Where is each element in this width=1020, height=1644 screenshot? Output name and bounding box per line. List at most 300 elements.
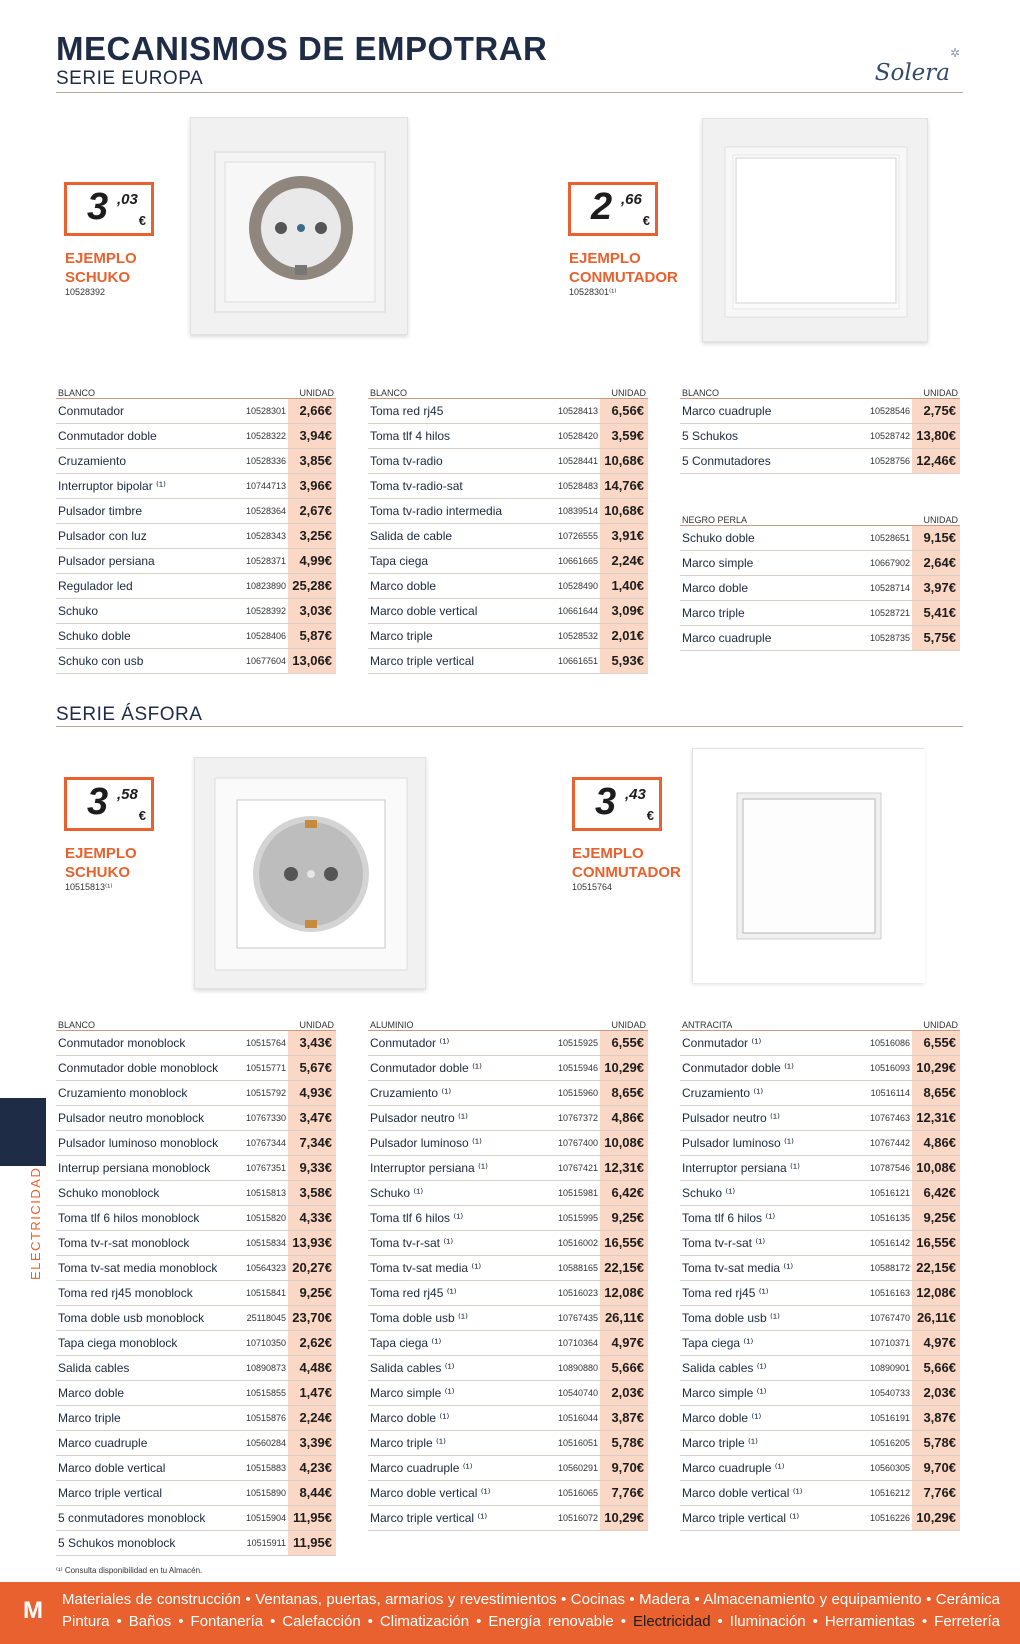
product-code: 10528490 bbox=[538, 573, 600, 598]
table-row bbox=[56, 1280, 336, 1305]
table-row bbox=[56, 548, 336, 573]
product-name: Cruzamiento ⁽¹⁾ bbox=[680, 1080, 850, 1105]
table-row bbox=[680, 1455, 960, 1480]
footer-category-bar bbox=[0, 1582, 1020, 1644]
product-code: 10516086 bbox=[850, 1030, 912, 1055]
product-price: 2,62€ bbox=[288, 1330, 336, 1355]
product-code: 10516044 bbox=[538, 1405, 600, 1430]
product-name: Marco doble vertical ⁽¹⁾ bbox=[368, 1480, 538, 1505]
product-code: 10767400 bbox=[538, 1130, 600, 1155]
product-name: Marco triple vertical ⁽¹⁾ bbox=[680, 1505, 850, 1530]
product-name: Pulsador con luz bbox=[56, 523, 226, 548]
table-row bbox=[368, 1305, 648, 1330]
product-code: 10767351 bbox=[232, 1155, 288, 1180]
product-price: 4,93€ bbox=[288, 1080, 336, 1105]
product-code: 10528364 bbox=[226, 498, 288, 523]
product-name: Salida cables bbox=[56, 1355, 232, 1380]
table-row bbox=[368, 648, 648, 673]
table-row bbox=[56, 1405, 336, 1430]
product-name: Conmutador doble ⁽¹⁾ bbox=[368, 1055, 538, 1080]
table-row bbox=[680, 1430, 960, 1455]
product-price: 6,56€ bbox=[600, 398, 648, 423]
product-code: 10516191 bbox=[850, 1405, 912, 1430]
table-row bbox=[368, 1505, 648, 1530]
product-code: 10528336 bbox=[226, 448, 288, 473]
product-code: 10515764 bbox=[232, 1030, 288, 1055]
table-row bbox=[368, 1080, 648, 1105]
product-price: 3,03€ bbox=[288, 598, 336, 623]
product-code: 10515855 bbox=[232, 1380, 288, 1405]
table-row bbox=[680, 1105, 960, 1130]
product-name: Toma tv-radio bbox=[368, 448, 538, 473]
product-code: 10767344 bbox=[232, 1130, 288, 1155]
example-label-schuko-asfora: EJEMPLO SCHUKO 10515813⁽¹⁾ bbox=[65, 845, 137, 892]
product-code: 10710350 bbox=[232, 1330, 288, 1355]
product-code: 10515911 bbox=[232, 1530, 288, 1555]
product-code: 10661644 bbox=[538, 598, 600, 623]
product-code: 10528546 bbox=[850, 398, 912, 423]
table-europa-blanco-2: BLANCO UNIDAD Toma red rj45 10528413 6,56€ Toma tlf 4 hilos 10528420 3,59€ Toma tv-radio 10528441 10,68€ Toma tv-radio-sat 10528483 14,76€ Toma tv-radio intermedia 10839514 10,68€ Salida de cable 10726555 3,91€ Tapa ciega 10661665 2,24€ Marco doble 10528490 1,40€ Marco doble vertical 10661644 3,09€ Marco triple 10528532 2,01€ Marco triple vertical 10661651 5,93€ bbox=[368, 384, 648, 674]
table-row bbox=[368, 423, 648, 448]
product-name: Cruzamiento ⁽¹⁾ bbox=[368, 1080, 538, 1105]
product-code: 10528742 bbox=[850, 423, 912, 448]
table-row bbox=[56, 1230, 336, 1255]
section-title-europa: SERIE EUROPA bbox=[56, 68, 204, 89]
product-name: Interrup persiana monoblock bbox=[56, 1155, 232, 1180]
product-name: Conmutador doble ⁽¹⁾ bbox=[680, 1055, 850, 1080]
table-row bbox=[56, 1355, 336, 1380]
product-price: 11,95€ bbox=[288, 1530, 336, 1555]
product-name: Cruzamiento bbox=[56, 448, 226, 473]
product-name: Marco simple bbox=[680, 550, 850, 575]
product-price: 12,46€ bbox=[912, 448, 960, 473]
table-asfora-aluminio: ALUMINIO UNIDAD Conmutador ⁽¹⁾ 10515925 6,55€ Conmutador doble ⁽¹⁾ 10515946 10,29€ Cruzamiento ⁽¹⁾ 10515960 8,65€ Pulsador neutro ⁽¹⁾ 10767372 4,86€ Pulsador luminoso ⁽¹⁾ 10767400 10,08€ Interruptor persiana ⁽¹⁾ 10767421 12,31€ Schuko ⁽¹⁾ 10515981 6,42€ Toma tlf 6 hilos ⁽¹⁾ 10515995 9,25€ Toma tv-r-sat ⁽¹⁾ 10516002 16,55€ Toma tv-sat media ⁽¹⁾ 10588165 22,15€ Toma red rj45 ⁽¹⁾ 10516023 12,08€ Toma doble usb ⁽¹⁾ 10767435 26,11€ Tapa ciega ⁽¹⁾ 10710364 4,97€ Salida cables ⁽¹⁾ 10890880 5,66€ Marco simple ⁽¹⁾ 10540740 2,03€ Marco doble ⁽¹⁾ 10516044 3,87€ Marco triple ⁽¹⁾ 10516051 5,78€ Marco cuadruple ⁽¹⁾ 10560291 9,70€ Marco doble vertical ⁽¹⁾ 10516065 7,76€ Marco triple vertical ⁽¹⁾ 10516072 10,29€ bbox=[368, 1016, 648, 1531]
product-name: Schuko bbox=[56, 598, 226, 623]
table-row bbox=[368, 1230, 648, 1255]
product-name: Pulsador timbre bbox=[56, 498, 226, 523]
product-price: 4,48€ bbox=[288, 1355, 336, 1380]
product-name: Marco doble bbox=[56, 1380, 232, 1405]
table-row bbox=[680, 1505, 960, 1530]
table-row bbox=[56, 1080, 336, 1105]
product-price: 10,29€ bbox=[600, 1055, 648, 1080]
product-code: 10661665 bbox=[538, 548, 600, 573]
footer-current-category[interactable]: Electricidad bbox=[633, 1613, 711, 1630]
product-code: 10839514 bbox=[538, 498, 600, 523]
product-code: 10516023 bbox=[538, 1280, 600, 1305]
product-code: 10787546 bbox=[850, 1155, 912, 1180]
product-code: 10516226 bbox=[850, 1505, 912, 1530]
schuko-socket-icon bbox=[191, 118, 409, 336]
table-row bbox=[56, 1380, 336, 1405]
product-price: 12,31€ bbox=[600, 1155, 648, 1180]
product-code: 25118045 bbox=[232, 1305, 288, 1330]
product-code: 10516114 bbox=[850, 1080, 912, 1105]
product-price: 5,78€ bbox=[600, 1430, 648, 1455]
product-name: Toma tv-sat media ⁽¹⁾ bbox=[368, 1255, 538, 1280]
product-name: Schuko doble bbox=[680, 525, 850, 550]
product-code: 10661651 bbox=[538, 648, 600, 673]
product-price: 2,03€ bbox=[912, 1380, 960, 1405]
table-row bbox=[56, 1505, 336, 1530]
product-code: 10528714 bbox=[850, 575, 912, 600]
product-price: 26,11€ bbox=[912, 1305, 960, 1330]
switch-icon bbox=[693, 749, 925, 983]
product-name: Pulsador persiana bbox=[56, 548, 226, 573]
product-price: 14,76€ bbox=[600, 473, 648, 498]
section-title-asfora: SERIE ÁSFORA bbox=[56, 704, 203, 725]
example-label-conmutador-asfora: EJEMPLO CONMUTADOR 10515764 bbox=[572, 845, 681, 892]
product-code: 10890873 bbox=[232, 1355, 288, 1380]
switch-icon bbox=[703, 119, 929, 343]
product-name: Tapa ciega ⁽¹⁾ bbox=[680, 1330, 850, 1355]
table-row bbox=[368, 1280, 648, 1305]
product-name: Marco simple ⁽¹⁾ bbox=[680, 1380, 850, 1405]
product-code: 10528420 bbox=[538, 423, 600, 448]
product-code: 10528721 bbox=[850, 600, 912, 625]
product-price: 4,99€ bbox=[288, 548, 336, 573]
price-tag-schuko-europa: 3 ,03 € bbox=[64, 182, 154, 236]
product-name: Salida cables ⁽¹⁾ bbox=[368, 1355, 538, 1380]
product-name: Toma tv-r-sat ⁽¹⁾ bbox=[368, 1230, 538, 1255]
product-code: 10516205 bbox=[850, 1430, 912, 1455]
product-code: 10515820 bbox=[232, 1205, 288, 1230]
product-code: 10528322 bbox=[226, 423, 288, 448]
table-row bbox=[680, 398, 960, 423]
product-price: 20,27€ bbox=[288, 1255, 336, 1280]
table-row bbox=[368, 1180, 648, 1205]
brand-star-icon: ✲ bbox=[949, 46, 960, 60]
product-name: Toma tv-sat media ⁽¹⁾ bbox=[680, 1255, 850, 1280]
product-price: 4,97€ bbox=[912, 1330, 960, 1355]
product-name: Marco simple ⁽¹⁾ bbox=[368, 1380, 538, 1405]
product-name: Marco doble vertical bbox=[56, 1455, 232, 1480]
table-row bbox=[368, 1255, 648, 1280]
product-code: 10560305 bbox=[850, 1455, 912, 1480]
product-price: 2,24€ bbox=[600, 548, 648, 573]
table-row bbox=[680, 525, 960, 550]
product-code: 10667902 bbox=[850, 550, 912, 575]
product-code: 10516142 bbox=[850, 1230, 912, 1255]
product-name: Pulsador neutro ⁽¹⁾ bbox=[368, 1105, 538, 1130]
product-name: 5 Schukos monoblock bbox=[56, 1530, 232, 1555]
price-tag-schuko-asfora: 3 ,58 € bbox=[64, 777, 154, 831]
table-row bbox=[368, 448, 648, 473]
table-row bbox=[368, 523, 648, 548]
product-name: Marco doble vertical ⁽¹⁾ bbox=[680, 1480, 850, 1505]
product-code: 10560284 bbox=[232, 1430, 288, 1455]
table-row bbox=[368, 473, 648, 498]
table-row bbox=[368, 598, 648, 623]
product-name: Interruptor persiana ⁽¹⁾ bbox=[680, 1155, 850, 1180]
product-name: Salida cables ⁽¹⁾ bbox=[680, 1355, 850, 1380]
product-name: Marco doble ⁽¹⁾ bbox=[368, 1405, 538, 1430]
product-price: 10,29€ bbox=[912, 1055, 960, 1080]
product-code: 10677604 bbox=[226, 648, 288, 673]
product-code: 10588172 bbox=[850, 1255, 912, 1280]
product-name: Conmutador doble bbox=[56, 423, 226, 448]
table-row bbox=[680, 1155, 960, 1180]
product-name: Interruptor bipolar ⁽¹⁾ bbox=[56, 473, 226, 498]
table-row bbox=[680, 550, 960, 575]
table-row bbox=[680, 1055, 960, 1080]
product-code: 10528343 bbox=[226, 523, 288, 548]
product-code: 10516093 bbox=[850, 1055, 912, 1080]
product-name: Toma tv-r-sat monoblock bbox=[56, 1230, 232, 1255]
product-price: 16,55€ bbox=[912, 1230, 960, 1255]
table-row bbox=[56, 398, 336, 423]
product-name: Tapa ciega monoblock bbox=[56, 1330, 232, 1355]
price-tag-conmutador-asfora: 3 ,43 € bbox=[572, 777, 662, 831]
schuko-socket-icon bbox=[195, 758, 427, 990]
product-code: 10540733 bbox=[850, 1380, 912, 1405]
product-name: Pulsador neutro ⁽¹⁾ bbox=[680, 1105, 850, 1130]
product-name: Toma tlf 6 hilos ⁽¹⁾ bbox=[680, 1205, 850, 1230]
product-code: 10515925 bbox=[538, 1030, 600, 1055]
example-label-schuko-europa: EJEMPLO SCHUKO 10528392 bbox=[65, 250, 137, 297]
product-name: Conmutador doble monoblock bbox=[56, 1055, 232, 1080]
product-price: 3,47€ bbox=[288, 1105, 336, 1130]
product-name: Marco triple vertical bbox=[368, 648, 538, 673]
product-price: 8,65€ bbox=[912, 1080, 960, 1105]
table-row bbox=[680, 1205, 960, 1230]
product-price: 3,59€ bbox=[600, 423, 648, 448]
product-code: 10515813 bbox=[232, 1180, 288, 1205]
table-row bbox=[56, 1180, 336, 1205]
table-row bbox=[680, 1480, 960, 1505]
table-row bbox=[680, 575, 960, 600]
table-row bbox=[56, 1430, 336, 1455]
table-row bbox=[368, 1355, 648, 1380]
table-row bbox=[680, 1030, 960, 1055]
table-row bbox=[680, 448, 960, 473]
product-price: 9,25€ bbox=[288, 1280, 336, 1305]
product-code: 10515995 bbox=[538, 1205, 600, 1230]
product-price: 22,15€ bbox=[912, 1255, 960, 1280]
product-code: 10515960 bbox=[538, 1080, 600, 1105]
product-name: Marco doble ⁽¹⁾ bbox=[680, 1405, 850, 1430]
product-name: Marco triple ⁽¹⁾ bbox=[680, 1430, 850, 1455]
product-price: 3,43€ bbox=[288, 1030, 336, 1055]
table-row bbox=[680, 1355, 960, 1380]
table-row bbox=[368, 1205, 648, 1230]
product-price: 13,06€ bbox=[288, 648, 336, 673]
table-row bbox=[368, 498, 648, 523]
product-price: 1,47€ bbox=[288, 1380, 336, 1405]
table-asfora-blanco: BLANCO UNIDAD Conmutador monoblock 10515764 3,43€ Conmutador doble monoblock 10515771 5,67€ Cruzamiento monoblock 10515792 4,93€ Pulsador neutro monoblock 10767330 3,47€ Pulsador luminoso monoblock 10767344 7,34€ Interrup persiana monoblock 10767351 9,33€ Schuko monoblock 10515813 3,58€ Toma tlf 6 hilos monoblock 10515820 4,33€ Toma tv-r-sat monoblock 10515834 13,93€ Toma tv-sat media monoblock 10564323 20,27€ Toma red rj45 monoblock 10515841 9,25€ Toma doble usb monoblock 25118045 23,70€ Tapa ciega monoblock 10710350 2,62€ Salida cables 10890873 4,48€ Marco doble 10515855 1,47€ Marco triple 10515876 2,24€ Marco cuadruple 10560284 3,39€ Marco doble vertical 10515883 4,23€ Marco triple vertical 10515890 8,44€ 5 conmutadores monoblock 10515904 11,95€ 5 Schukos monoblock 10515911 11,95€ bbox=[56, 1016, 336, 1556]
table-row bbox=[368, 1405, 648, 1430]
page-title: MECANISMOS DE EMPOTRAR bbox=[56, 30, 548, 67]
product-name: Marco doble bbox=[680, 575, 850, 600]
table-europa-blanco-3: BLANCO UNIDAD Marco cuadruple 10528546 2,75€ 5 Schukos 10528742 13,80€ 5 Conmutadores 10528756 12,46€ bbox=[680, 384, 960, 474]
product-code: 10515876 bbox=[232, 1405, 288, 1430]
table-row bbox=[368, 1155, 648, 1180]
product-code: 10528371 bbox=[226, 548, 288, 573]
product-name: Toma tv-radio-sat bbox=[368, 473, 538, 498]
table-row bbox=[680, 1330, 960, 1355]
table-row bbox=[56, 648, 336, 673]
price-tag-conmutador-europa: 2 ,66 € bbox=[568, 182, 658, 236]
table-row bbox=[368, 548, 648, 573]
product-price: 7,34€ bbox=[288, 1130, 336, 1155]
product-price: 9,33€ bbox=[288, 1155, 336, 1180]
product-price: 4,86€ bbox=[912, 1130, 960, 1155]
table-row bbox=[56, 498, 336, 523]
product-name: Marco doble vertical bbox=[368, 598, 538, 623]
product-price: 4,23€ bbox=[288, 1455, 336, 1480]
product-name: 5 Schukos bbox=[680, 423, 850, 448]
product-price: 7,76€ bbox=[600, 1480, 648, 1505]
product-price: 3,85€ bbox=[288, 448, 336, 473]
table-row bbox=[368, 623, 648, 648]
brand-logo: Solera bbox=[874, 60, 950, 86]
product-price: 3,25€ bbox=[288, 523, 336, 548]
product-price: 2,24€ bbox=[288, 1405, 336, 1430]
product-price: 2,67€ bbox=[288, 498, 336, 523]
product-price: 10,29€ bbox=[912, 1505, 960, 1530]
footer-categories-line2[interactable]: Pintura • Baños • Fontanería • Calefacción • Climatización • Energía renovable • Electricidad • Iluminación • Herramientas • Ferretería bbox=[62, 1613, 1001, 1630]
product-name: Marco cuadruple ⁽¹⁾ bbox=[680, 1455, 850, 1480]
product-code: 10515771 bbox=[232, 1055, 288, 1080]
product-price: 4,33€ bbox=[288, 1205, 336, 1230]
product-code: 10516002 bbox=[538, 1230, 600, 1255]
table-row bbox=[680, 1280, 960, 1305]
product-code: 10890880 bbox=[538, 1355, 600, 1380]
product-price: 12,08€ bbox=[912, 1280, 960, 1305]
product-name: Marco triple bbox=[368, 623, 538, 648]
product-price: 8,44€ bbox=[288, 1480, 336, 1505]
product-price: 8,65€ bbox=[600, 1080, 648, 1105]
product-code: 10528756 bbox=[850, 448, 912, 473]
table-row bbox=[368, 1130, 648, 1155]
example-label-conmutador-europa: EJEMPLO CONMUTADOR 10528301⁽¹⁾ bbox=[569, 250, 678, 297]
product-code: 10515890 bbox=[232, 1480, 288, 1505]
product-name: Toma red rj45 ⁽¹⁾ bbox=[368, 1280, 538, 1305]
product-name: Toma tv-sat media monoblock bbox=[56, 1255, 232, 1280]
product-code: 10515946 bbox=[538, 1055, 600, 1080]
product-price: 3,09€ bbox=[600, 598, 648, 623]
table-row bbox=[56, 473, 336, 498]
product-code: 10767470 bbox=[850, 1305, 912, 1330]
product-code: 10515883 bbox=[232, 1455, 288, 1480]
table-row bbox=[368, 573, 648, 598]
product-code: 10515841 bbox=[232, 1280, 288, 1305]
table-row bbox=[56, 1105, 336, 1130]
product-code: 10710371 bbox=[850, 1330, 912, 1355]
product-price: 5,66€ bbox=[912, 1355, 960, 1380]
table-row bbox=[56, 573, 336, 598]
product-price: 25,28€ bbox=[288, 573, 336, 598]
table-row bbox=[56, 523, 336, 548]
table-row bbox=[368, 1455, 648, 1480]
table-row bbox=[368, 1380, 648, 1405]
product-price: 13,80€ bbox=[912, 423, 960, 448]
product-name: Marco doble bbox=[368, 573, 538, 598]
product-name: Pulsador luminoso ⁽¹⁾ bbox=[680, 1130, 850, 1155]
product-name: Salida de cable bbox=[368, 523, 538, 548]
product-name: Regulador led bbox=[56, 573, 226, 598]
product-price: 9,15€ bbox=[912, 525, 960, 550]
product-price: 3,91€ bbox=[600, 523, 648, 548]
product-name: Marco cuadruple bbox=[680, 625, 850, 650]
table-row bbox=[56, 1305, 336, 1330]
product-price: 9,70€ bbox=[912, 1455, 960, 1480]
table-row bbox=[368, 1055, 648, 1080]
product-code: 10767435 bbox=[538, 1305, 600, 1330]
product-code: 10528483 bbox=[538, 473, 600, 498]
product-name: Toma doble usb monoblock bbox=[56, 1305, 232, 1330]
product-price: 9,70€ bbox=[600, 1455, 648, 1480]
store-logo: M bbox=[23, 1597, 43, 1624]
product-code: 10528406 bbox=[226, 623, 288, 648]
product-code: 10516212 bbox=[850, 1480, 912, 1505]
section-divider bbox=[56, 92, 963, 93]
product-price: 2,01€ bbox=[600, 623, 648, 648]
product-name: Marco cuadruple bbox=[56, 1430, 232, 1455]
table-row bbox=[680, 1230, 960, 1255]
product-price: 6,42€ bbox=[912, 1180, 960, 1205]
product-price: 5,78€ bbox=[912, 1430, 960, 1455]
product-price: 12,08€ bbox=[600, 1280, 648, 1305]
product-name: Schuko con usb bbox=[56, 648, 226, 673]
product-name: 5 Conmutadores bbox=[680, 448, 850, 473]
product-code: 10890901 bbox=[850, 1355, 912, 1380]
product-price: 5,87€ bbox=[288, 623, 336, 648]
product-code: 10540740 bbox=[538, 1380, 600, 1405]
product-name: Toma tlf 6 hilos ⁽¹⁾ bbox=[368, 1205, 538, 1230]
table-row bbox=[368, 1330, 648, 1355]
product-code: 10564323 bbox=[232, 1255, 288, 1280]
product-code: 10528735 bbox=[850, 625, 912, 650]
table-row bbox=[680, 1180, 960, 1205]
product-price: 1,40€ bbox=[600, 573, 648, 598]
table-row bbox=[680, 625, 960, 650]
table-row bbox=[56, 1455, 336, 1480]
product-name: Toma tlf 4 hilos bbox=[368, 423, 538, 448]
product-code: 10528392 bbox=[226, 598, 288, 623]
product-name: Marco triple ⁽¹⁾ bbox=[368, 1430, 538, 1455]
product-code: 10516163 bbox=[850, 1280, 912, 1305]
product-name: Marco triple bbox=[680, 600, 850, 625]
table-row bbox=[56, 423, 336, 448]
product-price: 3,94€ bbox=[288, 423, 336, 448]
product-name: Marco triple vertical ⁽¹⁾ bbox=[368, 1505, 538, 1530]
product-price: 3,96€ bbox=[288, 473, 336, 498]
product-price: 5,67€ bbox=[288, 1055, 336, 1080]
product-name: Schuko monoblock bbox=[56, 1180, 232, 1205]
product-code: 10516072 bbox=[538, 1505, 600, 1530]
product-price: 7,76€ bbox=[912, 1480, 960, 1505]
product-image-schuko-asfora bbox=[194, 757, 426, 989]
product-price: 23,70€ bbox=[288, 1305, 336, 1330]
product-code: 10515981 bbox=[538, 1180, 600, 1205]
product-price: 3,97€ bbox=[912, 575, 960, 600]
product-price: 9,25€ bbox=[912, 1205, 960, 1230]
product-image-conmutador-europa bbox=[702, 118, 928, 342]
product-code: 10744713 bbox=[226, 473, 288, 498]
product-code: 10516065 bbox=[538, 1480, 600, 1505]
product-price: 4,86€ bbox=[600, 1105, 648, 1130]
footer-categories-line1[interactable]: Materiales de construcción • Ventanas, puertas, armarios y revestimientos • Cocinas • Madera • Almacenamiento y equipamiento • Cerámica bbox=[62, 1591, 1000, 1608]
table-row bbox=[680, 1080, 960, 1105]
product-name: Marco triple bbox=[56, 1405, 232, 1430]
product-price: 10,29€ bbox=[600, 1505, 648, 1530]
product-name: Toma tv-radio intermedia bbox=[368, 498, 538, 523]
product-image-schuko-europa bbox=[190, 117, 408, 335]
table-row bbox=[56, 598, 336, 623]
product-code: 10767442 bbox=[850, 1130, 912, 1155]
product-price: 3,58€ bbox=[288, 1180, 336, 1205]
